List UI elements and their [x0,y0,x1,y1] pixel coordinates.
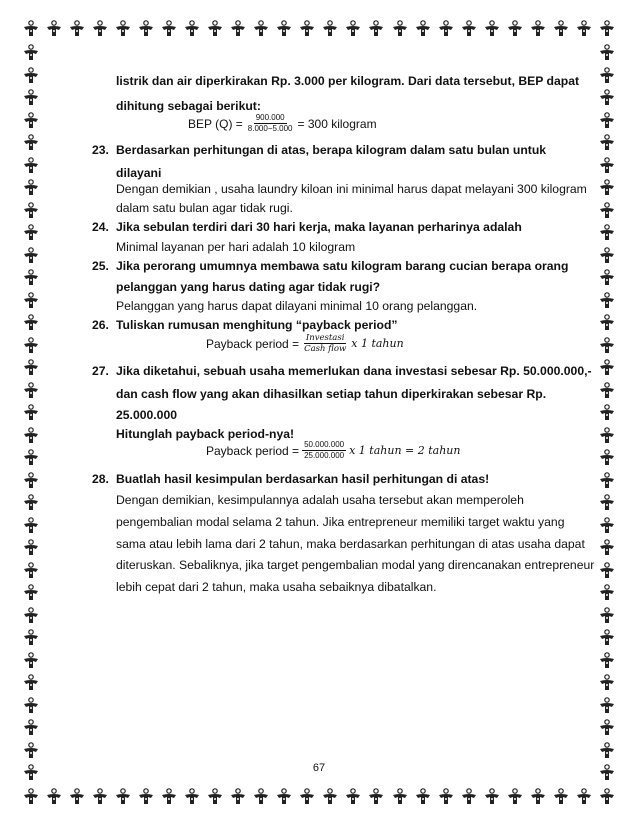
formula-fraction [246,113,295,134]
question-text: Hitunglah payback period-nya! [116,427,295,441]
fraction-numerator: 900.000 [255,113,285,122]
page-number: 67 [312,762,326,774]
payback-formula [206,333,404,354]
question-text: Buatlah hasil kesimpulan berdasarkan hasil perhitungan di atas! [116,472,490,486]
answer-text: diteruskan. Sebaliknya, jika target pengembalian modal yang direncanakan entrepreneur [116,558,595,572]
fraction-numerator: 50.000.000 [304,440,345,449]
formula-fraction [302,440,346,461]
formula-fraction [302,333,348,354]
fraction-denominator: 8.000−5.000 [247,124,293,133]
question-text: Berdasarkan perhitungan di atas, berapa kilogram dalam satu bulan untuk [116,143,547,157]
payback-calculation [206,440,460,461]
formula-result: x 1 tahun [351,337,404,350]
question-text: Tuliskan rumusan menghitung “payback period” [116,318,398,332]
formula-result: x 1 tahun = 2 tahun [349,444,461,457]
fraction-denominator: Cash flow [304,344,347,354]
fraction-numerator: Investasi [305,333,345,343]
answer-text: Minimal layanan per hari adalah 10 kilogram [116,240,356,254]
question-number: 25. [92,259,109,273]
bep-formula [188,113,377,134]
formula-label: Payback period = [206,336,300,351]
text-line: dihitung sebagai berikut: [116,99,261,113]
question-text: pelanggan yang harus dating agar tidak rugi? [116,280,381,294]
answer-text: dalam satu bulan agar tidak rugi. [116,201,293,215]
answer-text: Dengan demikian , usaha laundry kiloan ini minimal harus dapat melayani 300 kilogram [116,182,587,196]
question-number: 24. [92,220,109,234]
fraction-denominator: 25.000.000 [304,451,345,460]
question-text: Jika perorang umumnya membawa satu kilogram barang cucian berapa orang [116,259,569,273]
question-number: 26. [92,318,109,332]
formula-label: Payback period = [206,443,300,458]
question-text: Jika sebulan terdiri dari 30 hari kerja, maka layanan perharinya adalah [116,220,522,234]
formula-result: = 300 kilogram [297,116,377,131]
text-line: listrik dan air diperkirakan Rp. 3.000 per kilogram. Dari data tersebut, BEP dapat [116,74,580,88]
answer-text: Dengan demikian, kesimpulannya adalah usaha tersebut akan memperoleh [116,493,524,507]
answer-text: sama atau lebih lama dari 2 tahun, maka berdasarkan perhitungan di atas usaha dapat [116,537,585,551]
formula-label: BEP (Q) = [188,116,243,131]
question-number: 27. [92,364,109,378]
answer-text: lebih cepat dari 2 tahun, maka usaha sebaiknya dibatalkan. [116,580,437,594]
question-number: 28. [92,472,109,486]
question-text: Jika diketahui, sebuah usaha memerlukan dana investasi sebesar Rp. 50.000.000,- [116,364,592,378]
answer-text: Pelanggan yang harus dapat dilayani minimal 10 orang pelanggan. [116,299,478,313]
question-text: 25.000.000 [116,408,177,422]
question-number: 23. [92,143,109,157]
question-text: dilayani [116,166,162,180]
question-text: dan cash flow yang akan dihasilkan setiap tahun diperkirakan sebesar Rp. [116,387,547,401]
answer-text: pengembalian modal selama 2 tahun. Jika entrepreneur memiliki target waktu yang [116,515,565,529]
